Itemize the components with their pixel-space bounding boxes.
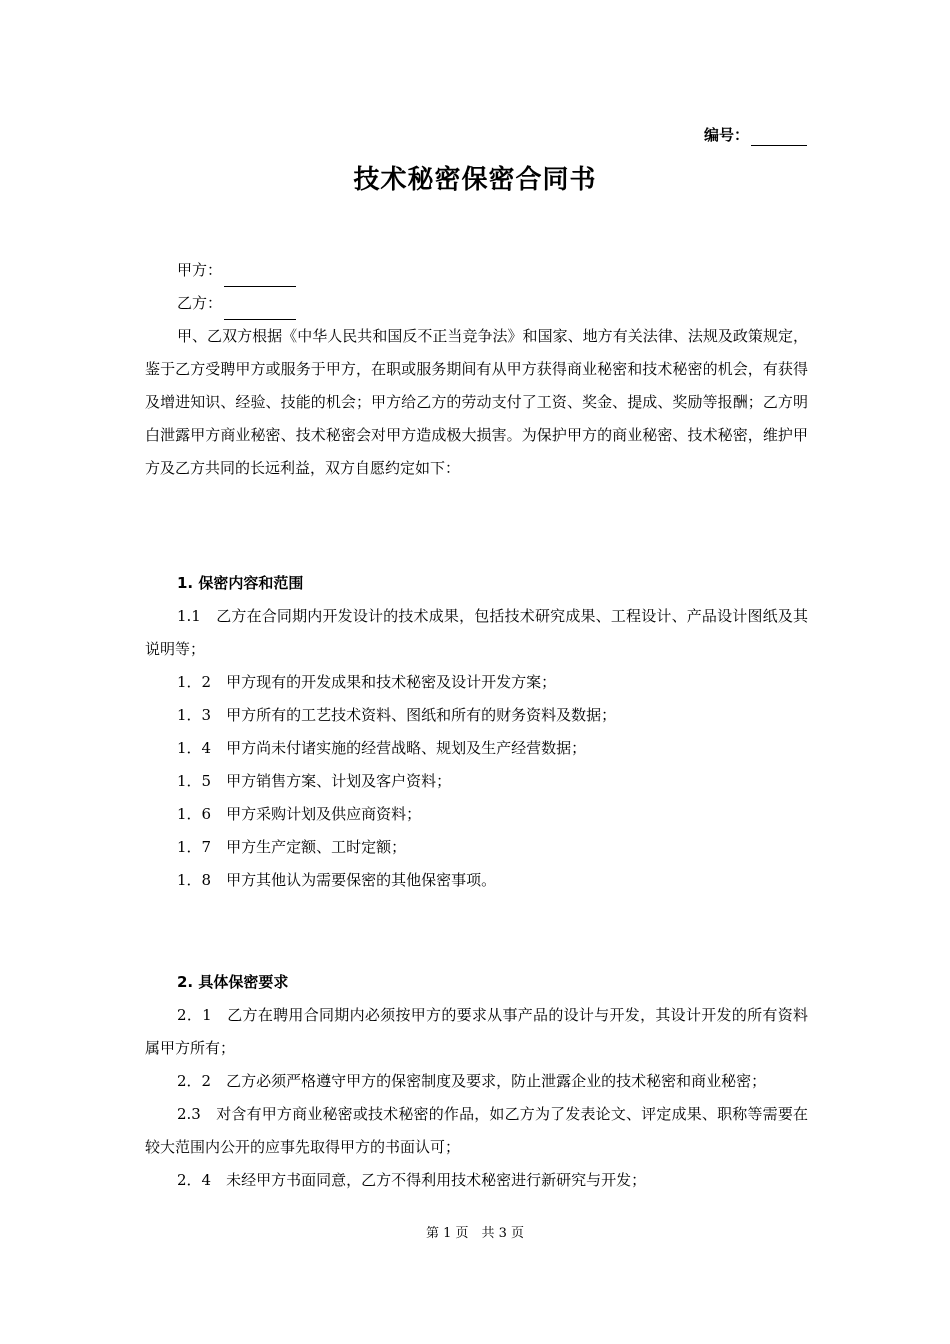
serial-blank-line xyxy=(751,129,807,146)
section-1-item: 1.1 乙方在合同期内开发设计的技术成果，包括技术研究成果、工程设计、产品设计图纸及其说明等； xyxy=(145,607,808,658)
contract-body-top xyxy=(145,254,808,485)
page-footer: 第 1 页 共 3 页 xyxy=(425,1226,525,1241)
party-a-blank xyxy=(224,268,296,287)
section-2-heading: 2. 具体保密要求 xyxy=(177,973,289,991)
party-a-label: 甲方： xyxy=(177,261,223,279)
section-1-item: 1．6 甲方采购计划及供应商资料； xyxy=(177,805,422,823)
section-1-item: 1．5 甲方销售方案、计划及客户资料； xyxy=(177,772,452,790)
section-2-item: 2．4 未经甲方书面同意，乙方不得利用技术秘密进行新研究与开发； xyxy=(177,1171,647,1189)
preamble-paragraph: 甲、乙双方根据《中华人民共和国反不正当竞争法》和国家、地方有关法律、法规及政策规定，鉴于乙方受聘甲方或服务于甲方，在职或服务期间有从甲方获得商业秘密和技术秘密的机会，有获得及增进知识、经验、技能的机会；甲方给乙方的劳动支付了工资、奖金、提成、奖励等报酬；乙方明白泄露甲方商业秘密、技术秘密会对甲方造成极大损害。为保护甲方的商业秘密、技术秘密，维护甲方及乙方共同的长远利益，双方自愿约定如下： xyxy=(145,327,808,477)
section-2-item: 2．1 乙方在聘用合同期内必须按甲方的要求从事产品的设计与开发，其设计开发的所有资料属甲方所有； xyxy=(145,1006,808,1057)
serial-label: 编号： xyxy=(703,126,749,144)
section-1-item: 1．7 甲方生产定额、工时定额； xyxy=(177,838,407,856)
section-1-heading: 1. 保密内容和范围 xyxy=(177,574,304,592)
serial-number xyxy=(704,124,807,146)
section-1-item: 1．4 甲方尚未付诸实施的经营战略、规划及生产经营数据； xyxy=(177,739,587,757)
section-1-item: 1．3 甲方所有的工艺技术资料、图纸和所有的财务资料及数据； xyxy=(177,706,617,724)
section-2 xyxy=(145,966,808,1197)
section-1-item: 1．8 甲方其他认为需要保密的其他保密事项。 xyxy=(177,871,497,889)
party-b-label: 乙方： xyxy=(177,294,223,312)
party-a-line xyxy=(145,254,808,287)
section-2-item: 2.3 对含有甲方商业秘密或技术秘密的作品，如乙方为了发表论文、评定成果、职称等需要在较大范围内公开的应事先取得甲方的书面认可； xyxy=(145,1105,808,1156)
section-1-item: 1．2 甲方现有的开发成果和技术秘密及设计开发方案； xyxy=(177,673,557,691)
section-1 xyxy=(145,567,808,897)
document-title: 技术秘密保密合同书 xyxy=(353,165,597,195)
section-2-item: 2．2 乙方必须严格遵守甲方的保密制度及要求，防止泄露企业的技术秘密和商业秘密； xyxy=(177,1072,767,1090)
party-b-line xyxy=(145,287,808,320)
party-b-blank xyxy=(224,301,296,320)
